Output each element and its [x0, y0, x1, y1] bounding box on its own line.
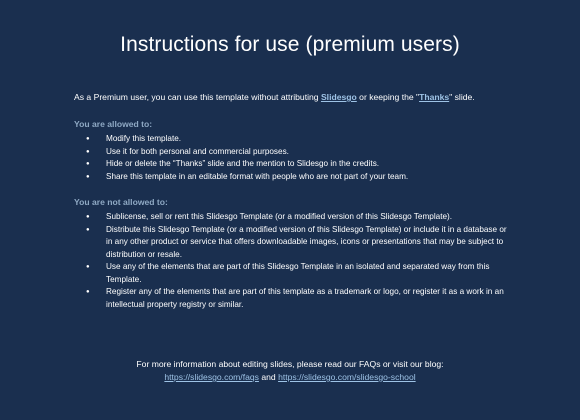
intro-text-middle: or keeping the " [356, 92, 420, 102]
faqs-link[interactable]: https://slidesgo.com/faqs [164, 372, 259, 382]
not-allowed-list [74, 211, 514, 311]
list-item: ● Use it for both personal and commercial purposes. [74, 146, 514, 159]
allowed-heading: You are allowed to: [74, 119, 153, 129]
footer-text: For more information about editing slides, please read our FAQs or visit our blog: [136, 359, 444, 369]
intro-text-after: " slide. [449, 92, 475, 102]
list-item: ● Sublicense, sell or rent this Slidesgo Template (or a modified version of this Slidesgo Template). [74, 211, 514, 224]
list-item: ● Use any of the elements that are part of this Slidesgo Template in an isolated and separated way from this Template. [74, 261, 514, 286]
footer-links [0, 371, 580, 384]
school-link[interactable]: https://slidesgo.com/slidesgo-school [278, 372, 416, 382]
list-item: ● Hide or delete the “Thanks” slide and the mention to Slidesgo in the credits. [74, 158, 514, 171]
intro-text-before: As a Premium user, you can use this template without attributing [74, 92, 321, 102]
list-item: ● Distribute this Slidesgo Template (or a modified version of this Slidesgo Template) or include it in a database or in any other product or service that offers downloadable images, icons or presentations that may be subject to distribution or resale. [74, 224, 514, 262]
slide-title: Instructions for use (premium users) [120, 33, 460, 56]
thanks-link[interactable]: Thanks [419, 92, 450, 102]
slidesgo-link[interactable]: Slidesgo [320, 92, 357, 102]
list-item: ● Share this template in an editable format with people who are not part of your team. [74, 171, 514, 184]
allowed-list [74, 133, 514, 183]
list-item: ● Modify this template. [74, 133, 514, 146]
intro-paragraph [74, 92, 534, 102]
not-allowed-heading: You are not allowed to: [74, 197, 168, 207]
footer [0, 358, 580, 384]
footer-and: and [258, 372, 279, 382]
list-item: ● Register any of the elements that are part of this template as a trademark or logo, or register it as a work in an intellectual property registry or similar. [74, 286, 514, 311]
